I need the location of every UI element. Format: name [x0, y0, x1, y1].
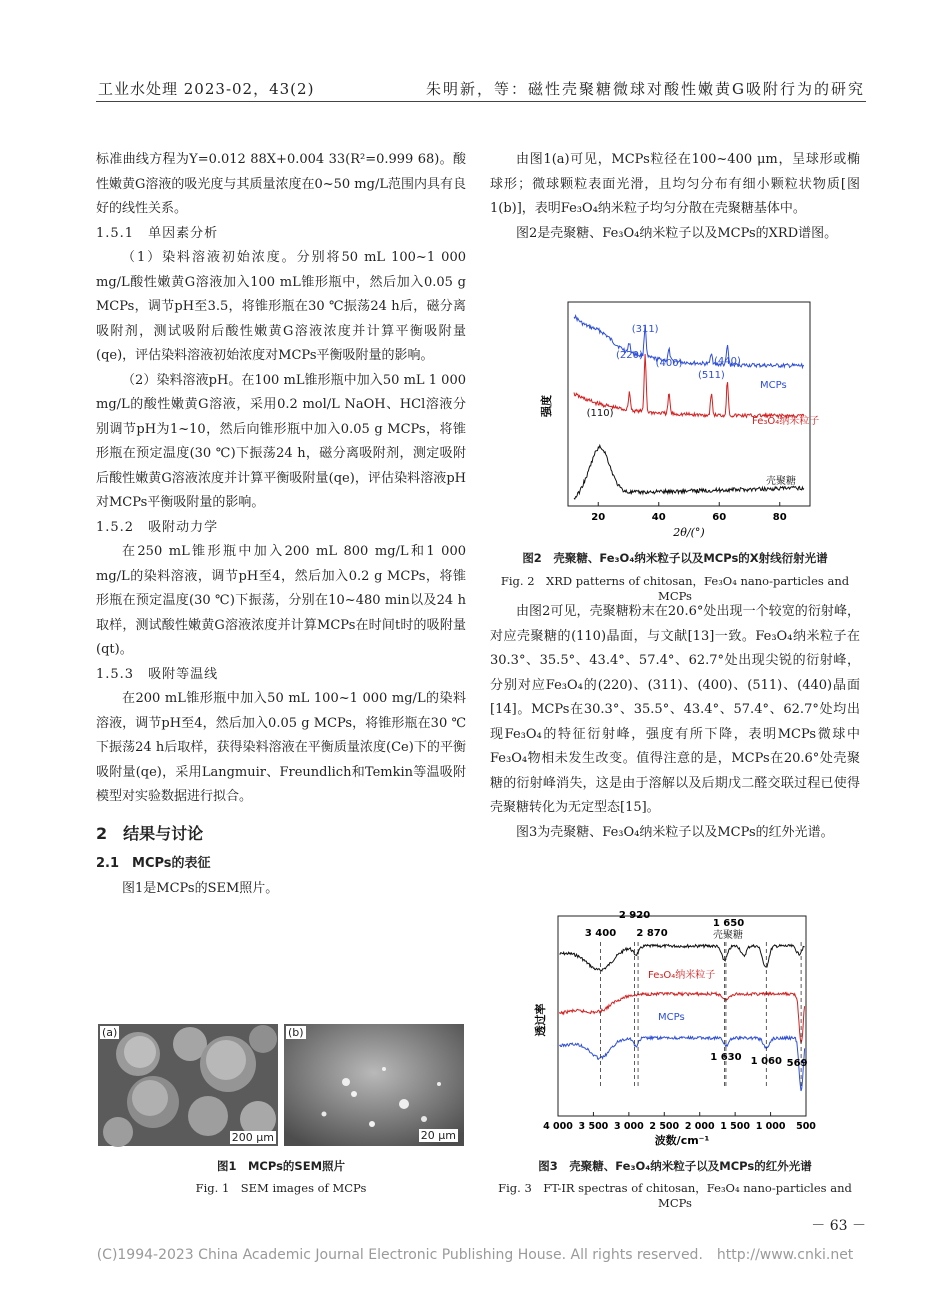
xrd-discussion: 由图2可见，壳聚糖粉末在20.6°处出现一个较宽的衍射峰，对应壳聚糖的(110)晶面，与文献[13]一致。Fe₃O₄纳米粒子在30.3°、35.5°、43.4°、57.4°、62.7°处出现尖锐的衍射峰，分别对应Fe₃O₄的(220)、(311)、(400)、(511)、(440)晶面[14]。MCPs在30.3°、35.5°、43.4°、57.4°、62.7°处均出现Fe₃O₄的特征衍射峰，强度有所下降，表明MCPs微球中Fe₃O₄物相未发生改变。值得注意的是，MCPs在20.6°处壳聚糖的衍射峰消失，这是由于溶解以及后期戊二醛交联过程已使得壳聚糖转化为无定型态[15]。 — [490, 604, 860, 815]
calibration-paragraph: 标准曲线方程为Y=0.012 88X+0.004 33(R²=0.999 68)。酸性嫩黄G溶液的吸光度与其质量浓度在0~50 mg/L范围内具有良好的线性关系。 — [96, 152, 466, 216]
ftir-y-axis-label: 透过率 — [534, 1003, 547, 1037]
section-1-5-3: 1.5.3 吸附等温线 — [96, 666, 219, 682]
section-1-5-1: 1.5.1 单因素分析 — [96, 225, 219, 241]
fig2-intro: 图2是壳聚糖、Fe₃O₄纳米粒子以及MCPs的XRD谱图。 — [516, 225, 838, 241]
xrd-peak-label: (311) — [631, 324, 659, 335]
cnki-footer: (C)1994-2023 China Academic Journal Electronic Publishing House. All rights reserved. http://www.cnki.net — [96, 1247, 854, 1263]
kinetics-paragraph: 在250 mL锥形瓶中加入200 mL 800 mg/L和1 000 mg/L的染料溶液，调节pH至4，然后加入0.2 g MCPs，将锥形瓶在预定温度(30 ℃)下振荡，分别在10~480 min以及24 h取样，测试酸性嫩黄G溶液浓度并计算MCPs在时间t时的吸附量(qt)。 — [96, 544, 466, 657]
xrd-series-label: MCPs — [760, 380, 787, 391]
xrd-peak-label: (440) — [713, 356, 741, 367]
page-number: － 63 － — [811, 1218, 866, 1234]
xrd-peak-label: (511) — [697, 370, 725, 381]
panel-label-a: (a) — [102, 1026, 118, 1039]
xrd-peak-label: (110) — [586, 408, 614, 419]
sem-image-a — [98, 1024, 278, 1146]
fig2-caption-cn: 图2 壳聚糖、Fe₃O₄纳米粒子以及MCPs的X射线衍射光谱 — [522, 551, 828, 565]
xrd-y-axis-label: 强度 — [540, 395, 553, 417]
ftir-x-tick-label: 1 000 — [755, 1121, 786, 1132]
xrd-series-mcps — [574, 316, 804, 368]
right-column-middle — [490, 600, 860, 845]
ftir-x-tick-label: 2 000 — [684, 1121, 715, 1132]
ftir-x-axis-label: 波数/cm⁻¹ — [654, 1134, 710, 1147]
fig2-caption-en: Fig. 2 XRD patterns of chitosan，Fe₃O₄ nano-particles and MCPs — [500, 574, 850, 603]
ftir-x-tick-label: 500 — [796, 1121, 816, 1132]
section-1-5-2: 1.5.2 吸附动力学 — [96, 519, 219, 535]
fig3-caption-cn: 图3 壳聚糖、Fe₃O₄纳米粒子以及MCPs的红外光谱 — [538, 1159, 812, 1173]
xrd-x-axis-label: 2θ/(°) — [673, 526, 705, 539]
xrd-peak-label: (400) — [655, 358, 683, 369]
ftir-peak-label: 569 — [786, 1058, 808, 1069]
xrd-x-tick-label: 20 — [591, 512, 606, 523]
initial-concentration-paragraph: （1）染料溶液初始浓度。分别将50 mL 100~1 000 mg/L酸性嫩黄G溶液加入100 mL锥形瓶中，然后加入0.05 g MCPs，调节pH至3.5，将锥形瓶在30 ℃振荡24 h后，磁分离吸附剂，测试吸附后酸性嫩黄G溶液浓度并计算平衡吸附量(qe)，评估染料溶液初始浓度对MCPs平衡吸附量的影响。 — [96, 250, 466, 363]
section-2-heading: 2 结果与讨论 — [96, 823, 204, 843]
xrd-series-label: 壳聚糖 — [766, 476, 796, 487]
ftir-peak-label: 2 870 — [636, 928, 668, 939]
ftir-peak-label: 3 400 — [584, 928, 617, 939]
xrd-x-tick-label: 60 — [712, 512, 727, 523]
right-column-top — [490, 148, 860, 246]
xrd-x-tick-label: 40 — [651, 512, 666, 523]
ftir-x-tick-label: 4 000 — [543, 1121, 573, 1132]
xrd-series-chitosan — [574, 445, 804, 499]
ftir-series-chitosan — [559, 945, 804, 972]
ftir-series-label: 壳聚糖 — [713, 930, 743, 941]
ph-paragraph: （2）染料溶液pH。在100 mL锥形瓶中加入50 mL 1 000 mg/L的酸性嫩黄G溶液，采用0.2 mol/L NaOH、HCl溶液分别调节pH为1~10，然后向锥形瓶中加入0.05 g MCPs，将锥形瓶在预定温度(30 ℃)下振荡24 h，磁分离吸附剂，测定吸附后酸性嫩黄G溶液浓度并计算平衡吸附量(qe)，评估染料溶液pH对MCPs平衡吸附量的影响。 — [96, 372, 466, 510]
article-running-title: 朱明新，等：磁性壳聚糖微球对酸性嫩黄G吸附行为的研究 — [426, 80, 865, 98]
xrd-x-tick-label: 80 — [772, 512, 787, 523]
fig3-intro: 图3为壳聚糖、Fe₃O₄纳米粒子以及MCPs的红外光谱。 — [516, 824, 834, 840]
sem-image-b — [284, 1024, 464, 1146]
ftir-series-label: MCPs — [658, 1012, 685, 1023]
ftir-peak-label: 1 060 — [750, 1056, 782, 1067]
xrd-series-label: Fe₃O₄纳米粒子 — [752, 416, 820, 427]
sem-discussion: 由图1(a)可见，MCPs粒径在100~400 μm，呈球形或椭球形；微球颗粒表面光滑，且均匀分布有细小颗粒状物质[图1(b)]，表明Fe₃O₄纳米粒子均匀分散在壳聚糖基体中。 — [490, 152, 860, 216]
fig1-intro: 图1是MCPs的SEM照片。 — [122, 880, 279, 896]
header-rule — [96, 101, 866, 102]
ftir-peak-label: 1 650 — [712, 918, 745, 929]
isotherm-paragraph: 在200 mL锥形瓶中加入50 mL 100~1 000 mg/L的染料溶液，调节pH至4，然后加入0.05 g MCPs，将锥形瓶在30 ℃下振荡24 h后取样，获得染料溶液在平衡质量浓度(Ce)下的平衡吸附量(qe)，采用Langmuir、Freundlich和Temkin等温吸附模型对实验数据进行拟合。 — [96, 691, 466, 804]
fig3-caption-en: Fig. 3 FT-IR spectras of chitosan，Fe₃O₄ nano-particles and MCPs — [498, 1181, 852, 1210]
scale-bar-a: 200 μm — [231, 1131, 274, 1144]
journal-header: 工业水处理 2023-02，43(2) — [98, 80, 315, 98]
panel-label-b: (b) — [288, 1026, 304, 1039]
left-column — [96, 148, 466, 901]
ftir-peak-label: 2 920 — [618, 910, 651, 921]
ftir-x-tick-label: 3 000 — [613, 1121, 644, 1132]
fig1-caption-en: Fig. 1 SEM images of MCPs — [195, 1181, 367, 1195]
section-2-1-heading: 2.1 MCPs的表征 — [96, 856, 211, 871]
ftir-series-label: Fe₃O₄纳米粒子 — [648, 970, 716, 981]
ftir-peak-label: 1 630 — [710, 1052, 742, 1063]
ftir-chart — [534, 908, 818, 1153]
ftir-x-tick-label: 2 500 — [649, 1121, 680, 1132]
ftir-x-tick-label: 3 500 — [578, 1121, 609, 1132]
ftir-x-tick-label: 1 500 — [720, 1121, 751, 1132]
xrd-peak-label: (220) — [615, 350, 643, 361]
xrd-chart — [520, 296, 820, 542]
scale-bar-b: 20 μm — [420, 1129, 456, 1142]
fig1-caption-cn: 图1 MCPs的SEM照片 — [216, 1159, 346, 1173]
